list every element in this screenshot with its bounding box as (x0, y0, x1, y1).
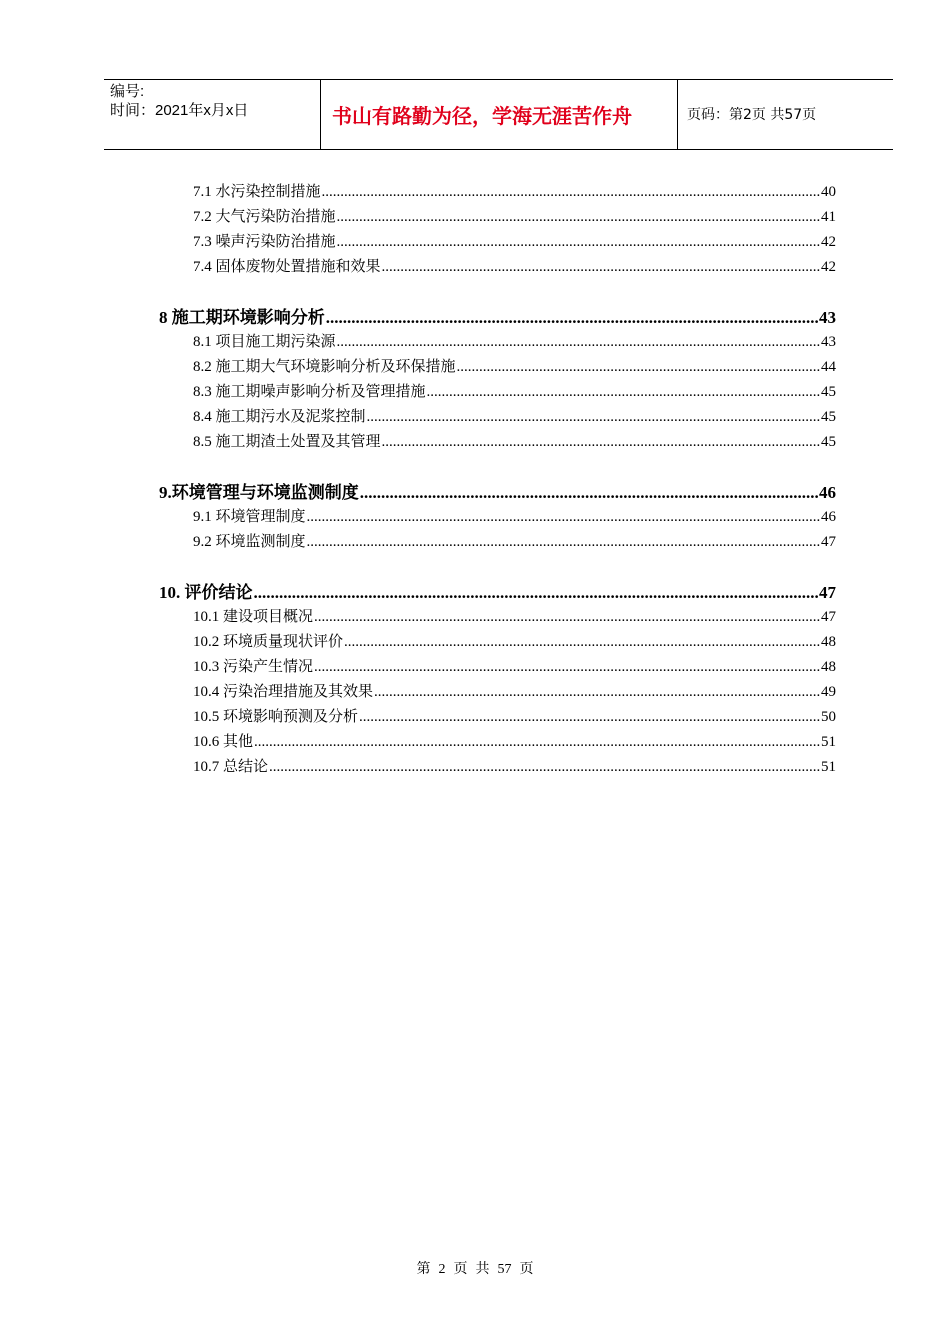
toc-entry-title: 10.7 总结论 (193, 759, 269, 775)
toc-entry-title: 7.4 固体废物处置措施和效果 (193, 259, 381, 275)
toc-entry-title: 8.3 施工期噪声影响分析及管理措施 (193, 384, 426, 400)
toc-dot-leader (307, 530, 820, 555)
toc-entry-title: 10. 评价结论 (159, 583, 253, 602)
toc-dot-leader (457, 355, 820, 380)
toc-entry-title: 9.环境管理与环境监测制度 (159, 483, 359, 502)
header-page-info: 页码：第2页 共57页 (687, 107, 817, 123)
toc-section-entry[interactable] (159, 380, 836, 405)
toc-section-entry[interactable] (159, 605, 836, 630)
toc-entry-page: 48 (821, 634, 836, 650)
toc-entry-title: 9.1 环境管理制度 (193, 509, 306, 525)
toc-section-entry[interactable] (159, 430, 836, 455)
toc-dot-leader (269, 755, 820, 780)
toc-dot-leader (359, 705, 820, 730)
footer-total-word: 共 (475, 1262, 490, 1277)
toc-dot-leader (374, 680, 820, 705)
toc-entry-page: 47 (819, 583, 836, 602)
table-of-contents (159, 180, 836, 780)
toc-chapter-entry[interactable] (159, 580, 836, 605)
toc-entry-title: 10.4 污染治理措施及其效果 (193, 684, 374, 700)
toc-entry-page: 47 (821, 609, 836, 625)
toc-dot-leader (322, 180, 820, 205)
toc-entry-page: 46 (821, 509, 836, 525)
toc-dot-leader (314, 655, 820, 680)
toc-entry-title: 10.3 污染产生情况 (193, 659, 314, 675)
toc-dot-leader (360, 480, 818, 505)
toc-entry-title: 7.3 噪声污染防治措施 (193, 234, 336, 250)
toc-section-entry[interactable] (159, 680, 836, 705)
toc-section-entry[interactable] (159, 230, 836, 255)
toc-section-entry[interactable] (159, 705, 836, 730)
toc-entry-page: 43 (819, 308, 836, 327)
toc-section-entry[interactable] (159, 655, 836, 680)
footer-prefix: 第 (416, 1262, 431, 1277)
footer-page-word: 页 (453, 1262, 468, 1277)
toc-entry-title: 8.4 施工期污水及泥浆控制 (193, 409, 366, 425)
toc-entry-title: 10.6 其他 (193, 734, 254, 750)
toc-entry-page: 41 (821, 209, 836, 225)
toc-dot-leader (314, 605, 820, 630)
toc-entry-title: 8.2 施工期大气环境影响分析及环保措施 (193, 359, 456, 375)
toc-section-entry[interactable] (159, 630, 836, 655)
toc-section-entry[interactable] (159, 255, 836, 280)
toc-entry-page: 50 (821, 709, 836, 725)
toc-entry-page: 45 (821, 384, 836, 400)
toc-entry-title: 10.2 环境质量现状评价 (193, 634, 344, 650)
toc-dot-leader (382, 430, 820, 455)
page-footer (0, 1258, 950, 1278)
toc-dot-leader (382, 255, 820, 280)
toc-entry-page: 42 (821, 234, 836, 250)
toc-section-entry[interactable] (159, 530, 836, 555)
toc-dot-leader (367, 405, 820, 430)
toc-section-entry[interactable] (159, 330, 836, 355)
toc-entry-title: 8.5 施工期渣土处置及其管理 (193, 434, 381, 450)
toc-section-entry[interactable] (159, 730, 836, 755)
document-time-label: 时间：2021年x月x日 (110, 102, 249, 119)
toc-entry-page: 48 (821, 659, 836, 675)
footer-page-number: 2 (438, 1262, 446, 1277)
toc-entry-title: 10.1 建设项目概况 (193, 609, 314, 625)
toc-entry-page: 51 (821, 759, 836, 775)
toc-entry-title: 7.2 大气污染防治措施 (193, 209, 336, 225)
footer-suffix: 页 (519, 1262, 534, 1277)
toc-entry-page: 45 (821, 409, 836, 425)
toc-section-entry[interactable] (159, 505, 836, 530)
toc-entry-page: 40 (821, 184, 836, 200)
toc-entry-page: 44 (821, 359, 836, 375)
toc-entry-page: 47 (821, 534, 836, 550)
toc-entry-title: 10.5 环境影响预测及分析 (193, 709, 359, 725)
toc-entry-page: 51 (821, 734, 836, 750)
header-divider (677, 80, 678, 149)
toc-entry-page: 45 (821, 434, 836, 450)
toc-entry-title: 8.1 项目施工期污染源 (193, 334, 336, 350)
document-number-label: 编号: (110, 83, 145, 100)
toc-dot-leader (326, 305, 818, 330)
toc-section-entry[interactable] (159, 755, 836, 780)
toc-dot-leader (344, 630, 820, 655)
toc-dot-leader (337, 230, 820, 255)
toc-entry-page: 49 (821, 684, 836, 700)
toc-entry-title: 7.1 水污染控制措施 (193, 184, 321, 200)
toc-section-entry[interactable] (159, 180, 836, 205)
header-motto: 书山有路勤为径，学海无涯苦作舟 (332, 104, 632, 128)
toc-chapter-entry[interactable] (159, 305, 836, 330)
toc-entry-page: 46 (819, 483, 836, 502)
toc-dot-leader (254, 580, 819, 605)
toc-entry-page: 42 (821, 259, 836, 275)
toc-dot-leader (337, 330, 820, 355)
toc-chapter-entry[interactable] (159, 480, 836, 505)
page-header (104, 79, 893, 150)
toc-dot-leader (307, 505, 820, 530)
toc-section-entry[interactable] (159, 355, 836, 380)
toc-dot-leader (427, 380, 820, 405)
toc-dot-leader (254, 730, 820, 755)
footer-total-pages: 57 (497, 1262, 512, 1277)
toc-section-entry[interactable] (159, 205, 836, 230)
toc-dot-leader (337, 205, 820, 230)
toc-entry-title: 9.2 环境监测制度 (193, 534, 306, 550)
toc-section-entry[interactable] (159, 405, 836, 430)
toc-entry-title: 8 施工期环境影响分析 (159, 308, 325, 327)
toc-entry-page: 43 (821, 334, 836, 350)
